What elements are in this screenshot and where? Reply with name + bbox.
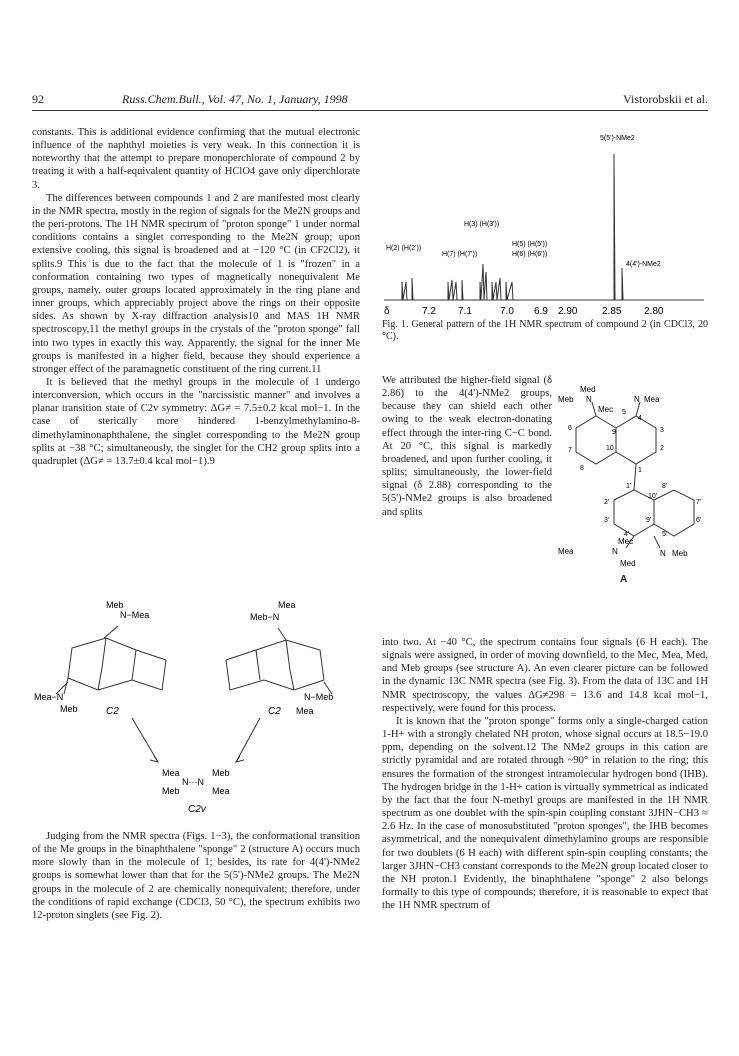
atom-number: 9' — [646, 517, 652, 524]
scheme-label: Mea — [162, 768, 180, 778]
structure-label: Mec — [618, 537, 634, 546]
tick-label: 7.1 — [458, 306, 472, 316]
structure-label: N — [612, 547, 618, 556]
scheme-label: N···N — [182, 777, 204, 787]
scheme-label: Meb — [106, 600, 124, 610]
paragraph: It is known that the "proton sponge" forms only a single-charged cation 1-H+ with a strongly chelated NH proton, whose signal occurs at 18.5−19.0 ppm, depending on the solvent.12 The NMe2 groups in this cation are strictly pyramidal and are rotated through ~90° in relation to the ring; this ensures the formation of the strongest intramolecular hydrogen bond (IHB). The hydrogen bridge in the 1-H+ cation is virtually symmetrical as indicated by the fact that the four N-methyl groups are manifested in the 1H NMR spectrum as one doublet with the spin-spin coupling constant 3JHN−CH3 ≈ 2.6 Hz. In the case of monosubstituted "proton sponges", the IHB becomes asymmetrical, and the nonequivalent dimethylamino groups are responsible for two doublets (6 H each) with different spin-spin coupling constants; the larger 3JHN−CH3 constant corresponds to the Me2N group located closer to the NH proton.1 Evidently, the binaphthalene "sponge" 2 also belongs formally to this type of compounds; therefore, it is reasonable to expect that the 1H NMR spectrum of — [382, 715, 708, 912]
scheme-label: N−Mea — [120, 610, 150, 620]
tick-label: 7.0 — [500, 306, 514, 316]
peak-label: H(6) (H(6')) — [512, 251, 548, 258]
structure-label: Mec — [598, 405, 614, 414]
atom-number: 6 — [568, 425, 572, 432]
figure-caption: Fig. 1. General pattern of the 1H NMR spectrum of compound 2 (in CDCl3, 20 °C). — [382, 319, 708, 343]
atom-number: 4 — [638, 415, 642, 422]
conformation-scheme — [32, 590, 360, 826]
tick-label: 7.2 — [422, 306, 436, 316]
paragraph: Judging from the NMR spectra (Figs. 1−3), the conformational transition of the Me groups in the binaphthalene "sponge" 2 (structure A) occurs much more slowly than in the molecule of 1; besides, its rate for 4(4')-NMe2 groups is somewhat lower than that for the 5(5')-NMe2 groups. The Me2N groups in the molecule of 2 are chemically nonequivalent; therefore, under the conditions of rapid exchange (CDCl3, 50 °C), the spectrum exhibits two 12-proton singlets (see Fig. 2). — [32, 831, 360, 921]
scheme-label: N−Meb — [304, 692, 334, 702]
atom-number: 4' — [624, 531, 630, 538]
structure-caption: A — [620, 574, 628, 585]
tick-label: 2.80 — [644, 306, 664, 316]
scheme-label: Meb — [60, 704, 78, 714]
left-column-text-lower — [32, 830, 360, 922]
atom-number: 6' — [696, 517, 702, 524]
scheme-label: Mea — [278, 600, 296, 610]
scheme-symmetry: C2v — [188, 804, 206, 815]
atom-number: 2 — [660, 445, 664, 452]
atom-number: 1 — [638, 467, 642, 474]
right-naphthalene — [226, 640, 324, 690]
page-number: 92 — [32, 92, 44, 106]
paragraph: The differences between compounds 1 and 2 are manifested most clearly in the NMR spectra, mostly in the region of signals for the Me2N groups and the peri-protons. The 1H NMR spectrum of "proton sponge" 1 under normal conditions contains a singlet corresponding to the Me2N group; upon extensive cooling, this signal is broadened and at −120 °C (in CF2Cl2), it splits.9 This is due to the fact that the molecule of 1 is "frozen" in a conformation containing two types of magnetically nonequivalent Me groups, namely, outer groups located approximately in the ring plane and inner groups, which appreciably project above the rings on their opposite sides. As shown by X-ray diffraction analysis10 and MAS 1H NMR spectroscopy,11 the methyl groups in the crystals of the "proton sponge" fall into two types in exactly this way. Apparently, the signal for the inner Me groups is manifested in a higher field, because they should experience a stronger effect of the paramagnetic constituent of the ring current.11 — [32, 192, 360, 375]
structure-label: N — [634, 395, 640, 404]
header-rule — [32, 110, 708, 111]
atom-number: 9 — [612, 429, 616, 436]
right-column-wrapped-text — [382, 374, 552, 519]
running-authors: Vistorobskii et al. — [623, 92, 708, 106]
paragraph: constants. This is additional evidence confirming that the mutual electronic influence of the naphthyl moieties is very weak. In this connection it is noteworthy that the attempt to prepare monoperchlorate of compound 2 by treating it with a half-equivalent quantity of HClO4 gave only diperchlorate 3. — [32, 127, 360, 191]
spectrum-trace-nme2 — [614, 154, 632, 300]
atom-number: 7 — [568, 447, 572, 454]
structure-label: Meb — [672, 549, 688, 558]
structure-label: Mea — [644, 395, 660, 404]
atom-number: 7' — [696, 499, 702, 506]
left-naphthalene — [64, 638, 166, 694]
axis-symbol: δ — [384, 306, 390, 316]
scheme-label: Meb — [212, 768, 230, 778]
journal-citation: Russ.Chem.Bull., Vol. 47, No. 1, January, 1998 — [122, 92, 348, 106]
paragraph: into two. At −40 °C, the spectrum contains four signals (6 H each). The signals were assigned, in order of moving downfield, to the Mec, Mea, Med, and Meb groups (see structure A). An even clearer picture can be followed in the dynamic 13C NMR spectra (see Fig. 3). From the data of 13C and 1H NMR spectroscopy, the values ΔG≠298 = 13.6 and 14.8 kcal mol−1, respectively, were found for this process. — [382, 637, 708, 714]
spectrum-trace-aromatic — [402, 264, 532, 300]
running-header — [32, 92, 708, 108]
peak-label: H(5) (H(5')) — [512, 241, 548, 248]
atom-number: 5 — [622, 409, 626, 416]
paragraph: It is believed that the methyl groups in the molecule of 1 undergo interconversion, which occurs in the "narcissistic manner" and involves a planar transition state of C2v symmetry: ΔG≠ = 7.5±0.2 kcal mol−1. In the case of sterically more hindered 1-benzylmethylamino-8-dimethylaminonaphthalene, the singlet corresponding to the Me2N group splits at −38 °C; simultaneously, the singlet for the CH2 group splits into a quadruplet (ΔG≠ = 13.7±0.4 kcal mol−1).9 — [32, 376, 360, 467]
scheme-label: Mea — [212, 786, 230, 796]
atom-number: 3 — [660, 427, 664, 434]
atom-number: 10' — [648, 493, 658, 500]
scheme-label: Mea−N — [34, 692, 64, 702]
scheme-label: Meb — [162, 786, 180, 796]
scheme-label: Meb−N — [250, 612, 280, 622]
atom-number: 8' — [662, 483, 668, 490]
structure-label: N — [660, 549, 666, 558]
peak-label: H(3) (H(3')) — [464, 221, 500, 228]
scheme-symmetry: C2 — [268, 706, 281, 717]
atom-number: 10 — [606, 445, 614, 452]
scheme-label: Mea — [296, 706, 314, 716]
tick-label: 2.85 — [602, 306, 622, 316]
atom-number: 2' — [604, 499, 610, 506]
structure-A — [556, 386, 708, 574]
atom-number: 1' — [626, 483, 632, 490]
peak-label: 5(5')-NMe2 — [600, 135, 635, 142]
peak-label: H(2) (H(2')) — [386, 245, 422, 252]
peak-label: H(7) (H(7')) — [442, 251, 478, 258]
structure-label: Mea — [558, 547, 574, 556]
paragraph: We attributed the higher-field signal (δ 2.86) to the 4(4')-NMe2 groups, because they can shield each other owing to the weak electron-donating effect through the inter-ring C−C bond. At 20 °C, this signal is markedly broadened, and upon further cooling, it splits; simultaneously, the lower-field signal (δ 2.88) corresponding to the 5(5')-NMe2 groups is also broadened and splits — [382, 375, 552, 518]
upper-naphthalene — [576, 416, 656, 464]
atom-number: 3' — [604, 517, 610, 524]
scheme-symmetry: C2 — [106, 706, 119, 717]
atom-number: 5' — [662, 531, 668, 538]
tick-label: 2.90 — [558, 306, 578, 316]
structure-label: Med — [580, 386, 596, 394]
structure-label: Med — [620, 559, 636, 568]
peak-label: 4(4')-NMe2 — [626, 261, 661, 268]
nmr-spectrum-figure — [382, 132, 708, 316]
left-column-text — [32, 126, 360, 468]
structure-label: Meb — [558, 395, 574, 404]
structure-label: N — [586, 395, 592, 404]
right-column-text — [382, 636, 708, 912]
tick-label: 6.9 — [534, 306, 548, 316]
atom-number: 8 — [580, 465, 584, 472]
